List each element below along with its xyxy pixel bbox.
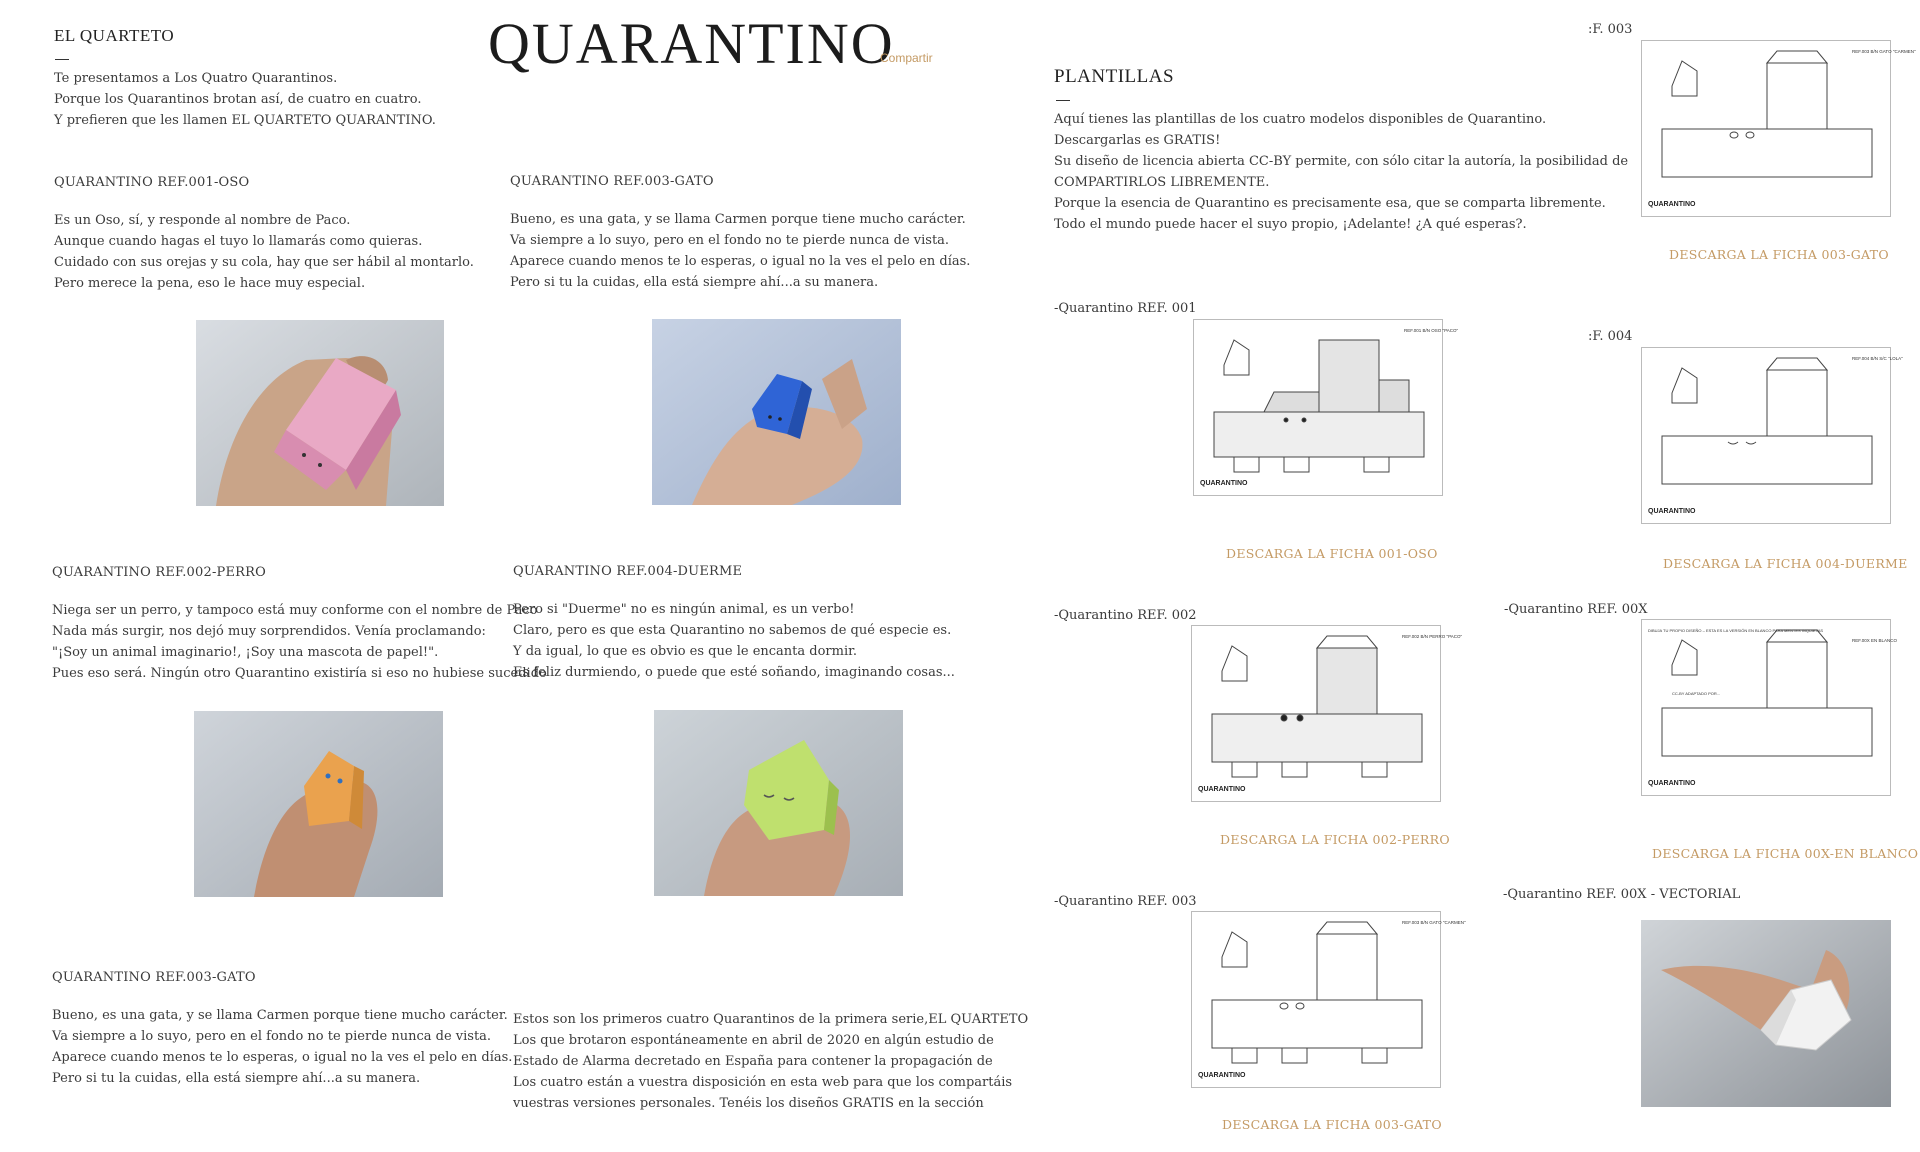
download-002-perro[interactable]: DESCARGA LA FICHA 002-PERRO: [1220, 832, 1450, 847]
sheet-ref: REF.002 B/N PERRO "PACO": [1402, 634, 1463, 639]
text-line: Pero si "Duerme" no es ningún animal, es un verbo!: [513, 602, 855, 617]
text-line: Estos son los primeros cuatro Quarantinos de la primera serie,EL QUARTETO: [513, 1012, 1029, 1027]
closing-text: [513, 1009, 1029, 1114]
sheet-note: CC-BY ADAPTADO POR...: [1672, 691, 1721, 696]
template-label-002: -Quarantino REF. 002: [1054, 608, 1197, 623]
sheet-ref: REF.004 B/N S/C "LOLA": [1852, 356, 1903, 361]
text-line: Y da igual, lo que es obvio es que le encanta dormir.: [513, 644, 858, 659]
text-line: Bueno, es una gata, y se llama Carmen porque tiene mucho carácter.: [52, 1008, 508, 1023]
template-sheet-003[interactable]: [1191, 911, 1466, 1088]
download-001-oso[interactable]: DESCARGA LA FICHA 001-OSO: [1226, 546, 1438, 561]
item-duerme: [513, 564, 955, 683]
text-line: Es feliz durmiendo, o puede que esté soñando, imaginando cosas...: [513, 665, 955, 680]
text-line: Porque la esencia de Quarantino es precisamente esa, que se comparta libremente.: [1054, 196, 1606, 211]
template-label-003-right: :F. 003: [1588, 22, 1633, 37]
text-line: Claro, pero es que esta Quarantino no sabemos de qué especie es.: [513, 623, 952, 638]
photo-gato[interactable]: [652, 319, 901, 505]
sheet-note: DIBUJA TU PROPIO DISEÑO – ESTA ES LA VERSIÓN EN BLANCO PARA MENTES INQUIETAS: [1648, 628, 1824, 633]
download-00x-en-blanco[interactable]: DESCARGA LA FICHA 00X-EN BLANCO: [1652, 846, 1919, 861]
sheet-brand: QUARANTINO: [1198, 1072, 1246, 1079]
text-line: Pero si tu la cuidas, ella está siempre ahí...a su manera.: [52, 1071, 421, 1086]
divider: [55, 59, 69, 60]
item-title: QUARANTINO REF.004-DUERME: [513, 564, 743, 579]
item-title: QUARANTINO REF.001-OSO: [54, 175, 250, 190]
template-label-003: -Quarantino REF. 003: [1054, 894, 1197, 909]
text-line: Todo el mundo puede hacer el suyo propio, ¡Adelante! ¿A qué esperas?.: [1054, 217, 1527, 232]
text-line: COMPARTIRLOS LIBREMENTE.: [1054, 175, 1270, 190]
item-gato-repeat: [52, 970, 513, 1089]
text-line: Bueno, es una gata, y se llama Carmen porque tiene mucho carácter.: [510, 212, 966, 227]
sheet-ref: REF.003 B/N GATO "CARMEN": [1852, 49, 1916, 54]
text-line: Nada más surgir, nos dejó muy sorprendidos. Venía proclamando:: [52, 624, 486, 639]
text-line: Aunque cuando hagas el tuyo lo llamarás como quieras.: [54, 234, 423, 249]
text-line: Niega ser un perro, y tampoco está muy conforme con el nombre de Paco: [52, 603, 538, 618]
sheet-brand: QUARANTINO: [1198, 786, 1246, 793]
sheet-brand: QUARANTINO: [1648, 201, 1696, 208]
template-label-00x-vectorial: -Quarantino REF. 00X - VECTORIAL: [1503, 887, 1741, 902]
photo-oso[interactable]: [196, 320, 444, 506]
text-line: Aquí tienes las plantillas de los cuatro modelos disponibles de Quarantino.: [1054, 112, 1547, 127]
text-line: Y prefieren que les llamen EL QUARTETO QUARANTINO.: [54, 113, 436, 128]
text-line: "¡Soy un animal imaginario!, ¡Soy una mascota de papel!".: [52, 645, 439, 660]
sheet-ref: REF.00X EN BLANCO: [1852, 638, 1898, 643]
text-line: Pero merece la pena, eso le hace muy especial.: [54, 276, 366, 291]
photo-perro[interactable]: [194, 711, 443, 897]
photo-duerme[interactable]: [654, 710, 903, 896]
item-title: QUARANTINO REF.003-GATO: [510, 174, 714, 189]
template-label-004: :F. 004: [1588, 329, 1633, 344]
download-004-duerme[interactable]: DESCARGA LA FICHA 004-DUERME: [1663, 556, 1908, 571]
text-line: Aparece cuando menos te lo esperas, o igual no la ves el pelo en días.: [510, 254, 971, 269]
sheet-ref: REF.001 B/N OSO "PACO": [1404, 328, 1459, 333]
quartet-heading: EL QUARTETO: [54, 26, 175, 45]
template-sheet-00x[interactable]: [1641, 619, 1898, 796]
text-line: Cuidado con sus orejas y su cola, hay que ser hábil al montarlo.: [54, 255, 474, 270]
quartet-intro: [54, 68, 436, 131]
text-line: Pero si tu la cuidas, ella está siempre ahí...a su manera.: [510, 275, 879, 290]
site-title[interactable]: QUARANTINO: [488, 11, 895, 76]
text-line: vuestras versiones personales. Tenéis los diseños GRATIS en la sección: [513, 1096, 984, 1111]
sheet-ref: REF.003 B/N GATO "CARMEN": [1402, 920, 1466, 925]
item-perro: [52, 565, 547, 684]
text-line: Va siempre a lo suyo, pero en el fondo no te pierde nunca de vista.: [52, 1029, 492, 1044]
item-title: QUARANTINO REF.003-GATO: [52, 970, 256, 985]
text-line: Pues eso será. Ningún otro Quarantino existiría si eso no hubiese sucedido: [52, 666, 547, 681]
download-003-gato[interactable]: DESCARGA LA FICHA 003-GATO: [1222, 1117, 1442, 1132]
share-link[interactable]: Compartir: [880, 51, 933, 65]
photo-vectorial[interactable]: [1641, 920, 1891, 1107]
templates-heading: PLANTILLAS: [1054, 66, 1175, 87]
sheet-brand: QUARANTINO: [1648, 508, 1696, 515]
text-line: Aparece cuando menos te lo esperas, o igual no la ves el pelo en días.: [52, 1050, 513, 1065]
template-label-001: -Quarantino REF. 001: [1054, 301, 1197, 316]
item-oso: [54, 175, 474, 294]
divider: [1056, 100, 1070, 101]
text-line: Descargarlas es GRATIS!: [1054, 133, 1221, 148]
text-line: Su diseño de licencia abierta CC-BY permite, con sólo citar la autoría, la posibilidad de: [1054, 154, 1629, 169]
template-sheet-004[interactable]: [1641, 347, 1903, 524]
text-line: Los cuatro están a vuestra disposición en esta web para que los compartáis: [513, 1075, 1013, 1090]
sheet-brand: QUARANTINO: [1200, 480, 1248, 487]
text-line: Te presentamos a Los Quatro Quarantinos.: [54, 71, 338, 86]
text-line: Los que brotaron espontáneamente en abril de 2020 en algún estudio de: [513, 1033, 994, 1048]
text-line: Porque los Quarantinos brotan así, de cuatro en cuatro.: [54, 92, 422, 107]
sheet-brand: QUARANTINO: [1648, 780, 1696, 787]
text-line: Estado de Alarma decretado en España para contener la propagación de: [513, 1054, 993, 1069]
templates-intro: [1054, 109, 1628, 235]
text-line: Va siempre a lo suyo, pero en el fondo no te pierde nunca de vista.: [510, 233, 950, 248]
item-gato: [510, 174, 971, 293]
item-title: QUARANTINO REF.002-PERRO: [52, 565, 267, 580]
download-003-gato-right[interactable]: DESCARGA LA FICHA 003-GATO: [1669, 247, 1889, 262]
template-sheet-002[interactable]: [1191, 625, 1463, 802]
template-sheet-001[interactable]: [1193, 319, 1459, 496]
template-label-00x: -Quarantino REF. 00X: [1504, 602, 1648, 617]
template-sheet-003-right[interactable]: [1641, 40, 1916, 217]
text-line: Es un Oso, sí, y responde al nombre de Paco.: [54, 213, 351, 228]
